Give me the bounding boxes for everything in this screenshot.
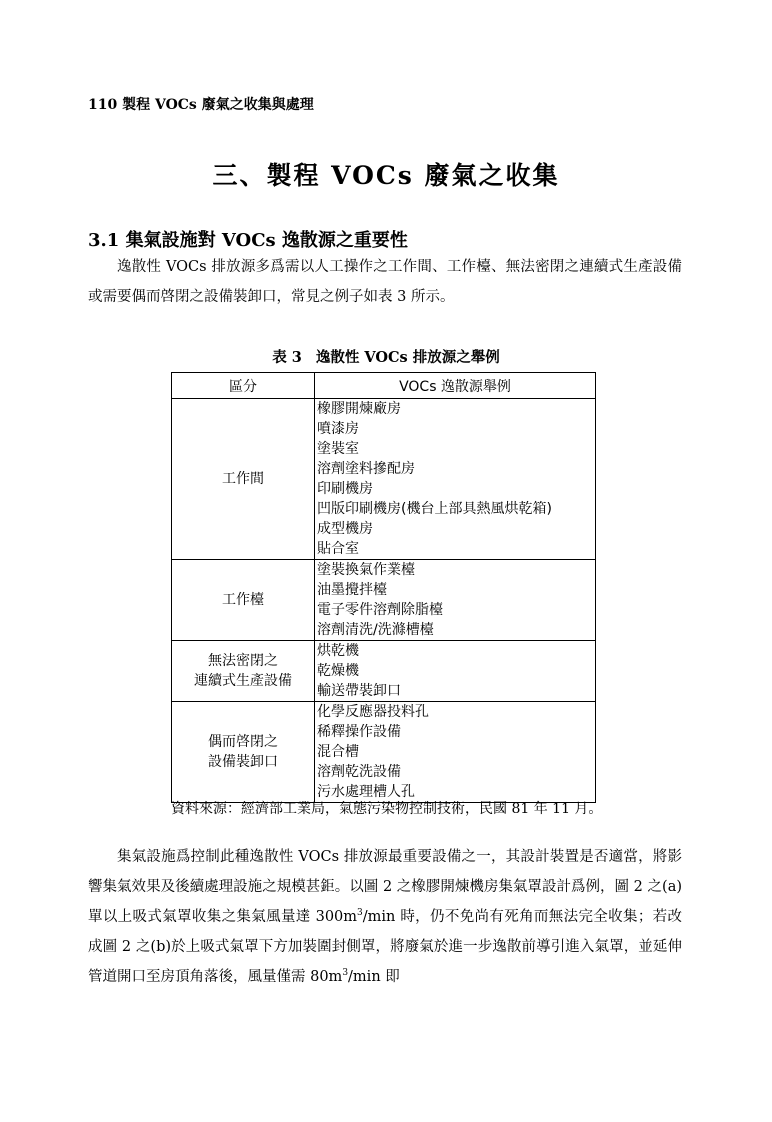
table-caption-number: 表 3 <box>272 349 302 366</box>
example-item: 混合槽 <box>317 744 359 760</box>
category-cell <box>172 641 315 702</box>
example-item: 橡膠開煉廠房 <box>317 401 401 417</box>
header-examples: VOCs 逸散源舉例 <box>315 373 596 399</box>
table-caption-text: 逸散性 VOCs 排放源之舉例 <box>315 349 500 366</box>
category-label-line: 偶而啓閉之 <box>208 734 278 750</box>
example-item: 化學反應器投料孔 <box>317 704 429 720</box>
example-item: 噴漆房 <box>317 421 359 437</box>
table-row <box>172 641 596 702</box>
superscript-3: 3 <box>357 908 363 919</box>
example-item: 溶劑乾洗設備 <box>317 764 401 780</box>
intro-paragraph <box>88 252 682 312</box>
chapter-title: 三、製程 VOCs 廢氣之收集 <box>212 161 560 190</box>
running-header <box>88 94 314 114</box>
examples-cell <box>315 560 596 641</box>
example-item: 凹版印刷機房(機台上部具熱風烘乾箱) <box>317 501 552 517</box>
example-item: 溶劑塗料摻配房 <box>317 461 415 477</box>
example-item: 稀釋操作設備 <box>317 724 401 740</box>
source-note: 資料來源：經濟部工業局，氣態污染物控制技術，民國 81 年 11 月。 <box>171 801 603 817</box>
body-text-part3: /min 即 <box>348 969 400 985</box>
example-item: 烘乾機 <box>317 643 359 659</box>
example-item: 塗裝換氣作業檯 <box>317 562 415 578</box>
category-label-line: 連續式生產設備 <box>194 673 292 689</box>
example-item: 貼合室 <box>317 541 359 557</box>
table-row <box>172 702 596 803</box>
running-title: 製程 VOCs 廢氣之收集與處理 <box>122 97 314 113</box>
category-label-line: 工作檯 <box>222 592 264 608</box>
category-cell <box>172 702 315 803</box>
example-item: 成型機房 <box>317 521 373 537</box>
category-cell <box>172 399 315 560</box>
table-header-row <box>172 373 596 399</box>
page-number: 110 <box>88 97 118 113</box>
example-item: 油墨攪拌檯 <box>317 582 387 598</box>
emission-source-table <box>171 372 596 803</box>
example-item: 輸送帶裝卸口 <box>317 683 401 699</box>
section-number: 3.1 <box>88 230 120 251</box>
section-title: 集氣設施對 VOCs 逸散源之重要性 <box>125 230 408 251</box>
section-heading <box>88 226 408 252</box>
body-text-part1: 集氣設施爲控制此種逸散性 VOCs 排放源最重要設備之一，其設計裝置是否適當，將影響集氣效果及後續處理設施之規模甚鉅。以圖 2 之橡膠開煉機房集氣罩設計爲例，圖 2 之(a)單以上吸式氣罩收集之集氣風量達 300m <box>88 849 682 925</box>
table-row <box>172 399 596 560</box>
header-category: 區分 <box>172 373 315 399</box>
example-item: 污水處理槽人孔 <box>317 784 415 800</box>
category-label-line: 無法密閉之 <box>208 653 278 669</box>
category-label-line: 工作間 <box>222 471 264 487</box>
examples-cell <box>315 399 596 560</box>
body-paragraph <box>88 842 682 992</box>
example-item: 溶劑清洗/洗滌槽檯 <box>317 622 434 638</box>
table-body <box>172 399 596 803</box>
category-cell <box>172 560 315 641</box>
examples-cell <box>315 641 596 702</box>
intro-paragraph-text: 逸散性 VOCs 排放源多爲需以人工操作之工作間、工作檯、無法密閉之連續式生產設備或需要偶而啓閉之設備裝卸口，常見之例子如表 3 所示。 <box>88 259 682 305</box>
example-item: 乾燥機 <box>317 663 359 679</box>
superscript-3: 3 <box>342 968 349 979</box>
body-paragraph-text <box>88 842 682 992</box>
example-item: 印刷機房 <box>317 481 373 497</box>
examples-cell <box>315 702 596 803</box>
example-item: 電子零件溶劑除脂檯 <box>317 602 443 618</box>
table-caption <box>0 346 772 367</box>
body-text-part2: /min 時，仍不免尚有死角而無法完全收集；若改成圖 2 之(b)於上吸式氣罩下方加裝圍封側罩，將廢氣於進一步逸散前導引進入氣罩，並延伸管道開口至房頂角落後，風量僅需 80m <box>88 909 682 985</box>
table-row <box>172 560 596 641</box>
category-label-line: 設備裝卸口 <box>208 754 278 770</box>
example-item: 塗裝室 <box>317 441 359 457</box>
